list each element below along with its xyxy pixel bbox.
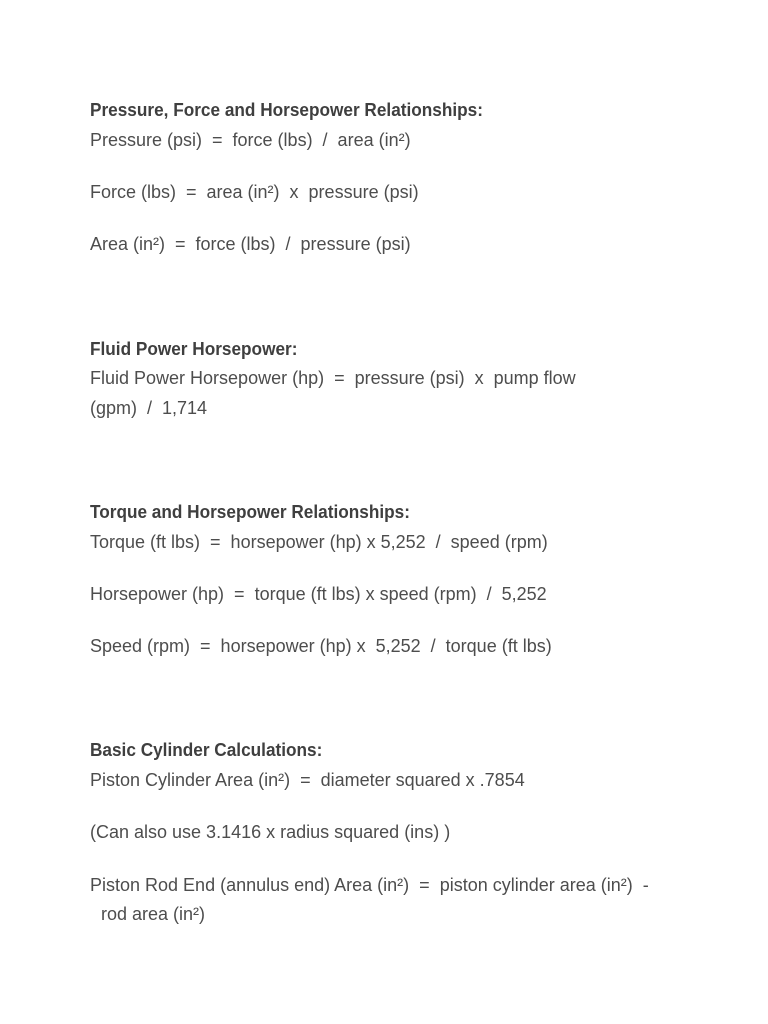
section-heading-cylinder: Basic Cylinder Calculations: — [90, 739, 323, 760]
formula-speed: Speed (rpm) = horsepower (hp) x 5,252 / torque (ft lbs) — [90, 636, 552, 656]
section-heading-fluid-power: Fluid Power Horsepower: — [90, 338, 298, 359]
formula-area: Area (in²) = force (lbs) / pressure (psi) — [90, 234, 411, 254]
formula-fluid-horsepower-cont: (gpm) / 1,714 — [90, 398, 208, 418]
formula-pressure: Pressure (psi) = force (lbs) / area (in²) — [90, 130, 411, 150]
note-radius-squared: (Can also use 3.1416 x radius squared (ins) ) — [90, 822, 451, 842]
formula-rod-end-area-cont: rod area (in²) — [101, 904, 206, 924]
formula-fluid-horsepower: Fluid Power Horsepower (hp) = pressure (psi) x pump flow — [90, 368, 576, 388]
formula-torque: Torque (ft lbs) = horsepower (hp) x 5,252 / speed (rpm) — [90, 532, 548, 552]
formula-rod-end-area: Piston Rod End (annulus end) Area (in²) = piston cylinder area (in²) - — [90, 875, 649, 895]
section-heading-torque-horsepower: Torque and Horsepower Relationships: — [90, 501, 410, 522]
formula-horsepower: Horsepower (hp) = torque (ft lbs) x speed (rpm) / 5,252 — [90, 584, 547, 604]
section-heading-pressure-force: Pressure, Force and Horsepower Relationships: — [90, 99, 483, 120]
formula-piston-area: Piston Cylinder Area (in²) = diameter squared x .7854 — [90, 770, 525, 790]
formula-force: Force (lbs) = area (in²) x pressure (psi) — [90, 182, 419, 202]
